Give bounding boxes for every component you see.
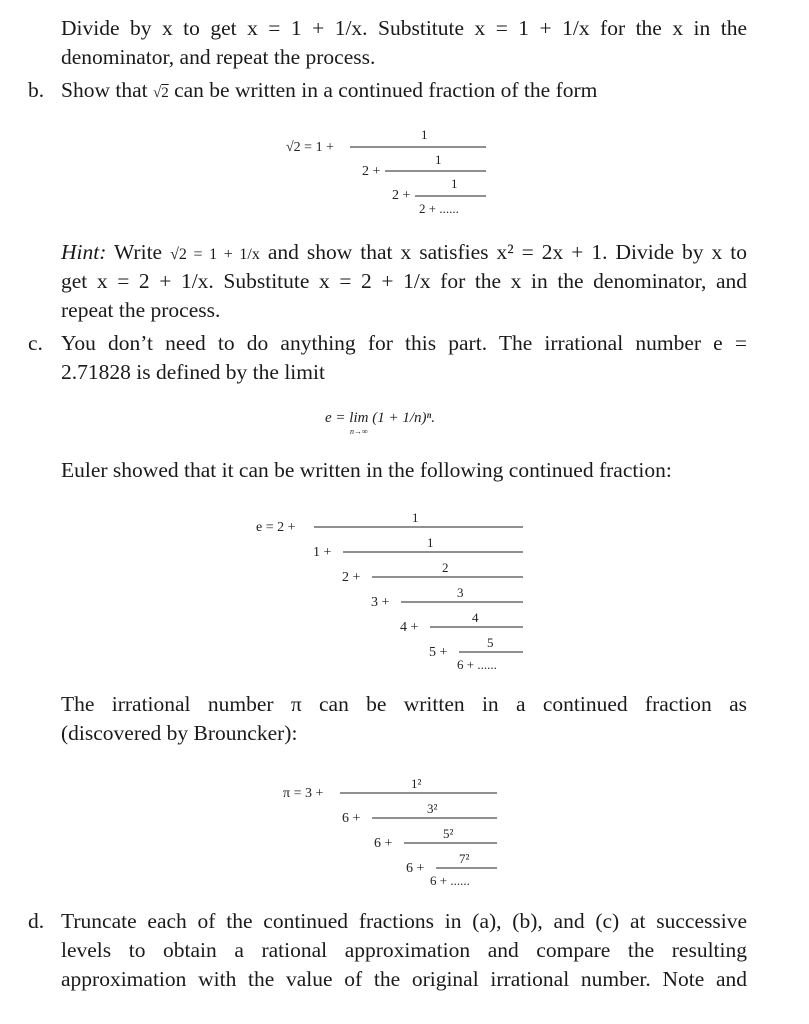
pi-num-3: 5² xyxy=(443,826,454,841)
part-d-label: d. xyxy=(28,909,45,933)
e-num-4: 3 xyxy=(457,585,464,600)
part-d-line3: approximation with the value of the original irrational number. Note and xyxy=(61,967,747,991)
e-tail: 6 + ...... xyxy=(457,657,497,672)
part-a-text-line2: denominator, and repeat the process. xyxy=(61,45,376,69)
part-d-line1: Truncate each of the continued fractions in (a), (b), and (c) at successive xyxy=(61,909,747,933)
e-limit-text: e = lim (1 + 1/n)ⁿ. xyxy=(325,410,435,426)
pi-lhs: π = 3 + xyxy=(283,786,324,801)
pi-num-4: 7² xyxy=(459,851,470,866)
sqrt2-lhs: √2 = 1 + xyxy=(286,140,334,155)
hint-write: Write xyxy=(114,240,163,264)
part-b-text-after: can be written in a continued fraction of the form xyxy=(174,78,598,102)
euler-text: Euler showed that it can be written in the following continued fraction: xyxy=(61,458,672,482)
part-d-line2: levels to obtain a rational approximation and compare the resulting xyxy=(61,938,747,962)
e-limit-subscript: n→∞ xyxy=(350,427,368,436)
sqrt2-den-2: 2 + xyxy=(392,188,411,203)
e-lhs: e = 2 + xyxy=(256,520,296,535)
sqrt2-num-2: 1 xyxy=(435,152,442,167)
part-a-text-line1: Divide by x to get x = 1 + 1/x. Substitute x = 1 + 1/x for the x in the xyxy=(61,16,747,40)
part-b-label: b. xyxy=(28,78,45,102)
pi-den-3: 6 + xyxy=(406,861,425,876)
sqrt-symbol: √2 xyxy=(152,85,169,101)
pi-den-1: 6 + xyxy=(342,811,361,826)
e-den-2: 2 + xyxy=(342,570,361,585)
e-den-5: 5 + xyxy=(429,645,448,660)
part-c-label: c. xyxy=(28,331,43,355)
pi-text-line2: (discovered by Brouncker): xyxy=(61,721,298,745)
sqrt2-den-1: 2 + xyxy=(362,164,381,179)
e-den-4: 4 + xyxy=(400,620,419,635)
part-c-line2: 2.71828 is defined by the limit xyxy=(61,360,325,384)
pi-den-2: 6 + xyxy=(374,836,393,851)
e-num-3: 2 xyxy=(442,560,449,575)
part-b-text-before: Show that xyxy=(61,78,148,102)
part-c-line1: You don’t need to do anything for this part. The irrational number e = xyxy=(61,331,747,355)
sqrt2-num-1: 1 xyxy=(421,127,428,142)
e-num-2: 1 xyxy=(427,535,434,550)
e-num-5: 4 xyxy=(472,610,479,625)
pi-text-line1: The irrational number π can be written in a continued fraction as xyxy=(61,692,747,716)
sqrt2-tail: 2 + ...... xyxy=(419,201,459,216)
part-b-text xyxy=(61,76,597,108)
sqrt2-num-3: 1 xyxy=(451,176,458,191)
e-den-3: 3 + xyxy=(371,595,390,610)
e-num-1: 1 xyxy=(412,510,419,525)
e-den-1: 1 + xyxy=(313,545,332,560)
hint-b-line2: get x = 2 + 1/x. Substitute x = 2 + 1/x for the x in the denominator, and xyxy=(61,269,747,293)
hint-word: Hint: xyxy=(61,240,107,264)
pi-tail: 6 + ...... xyxy=(430,873,470,888)
pi-num-2: 3² xyxy=(427,801,438,816)
pi-num-1: 1² xyxy=(411,776,422,791)
e-num-6: 5 xyxy=(487,635,494,650)
hint-b-line3: repeat the process. xyxy=(61,298,221,322)
hint-inline-formula: √2 = 1 + 1/x xyxy=(170,246,260,263)
hint-line1-rest: and show that x satisfies x² = 2x + 1. Divide by x to xyxy=(267,240,747,264)
hint-b-line1 xyxy=(61,238,747,269)
